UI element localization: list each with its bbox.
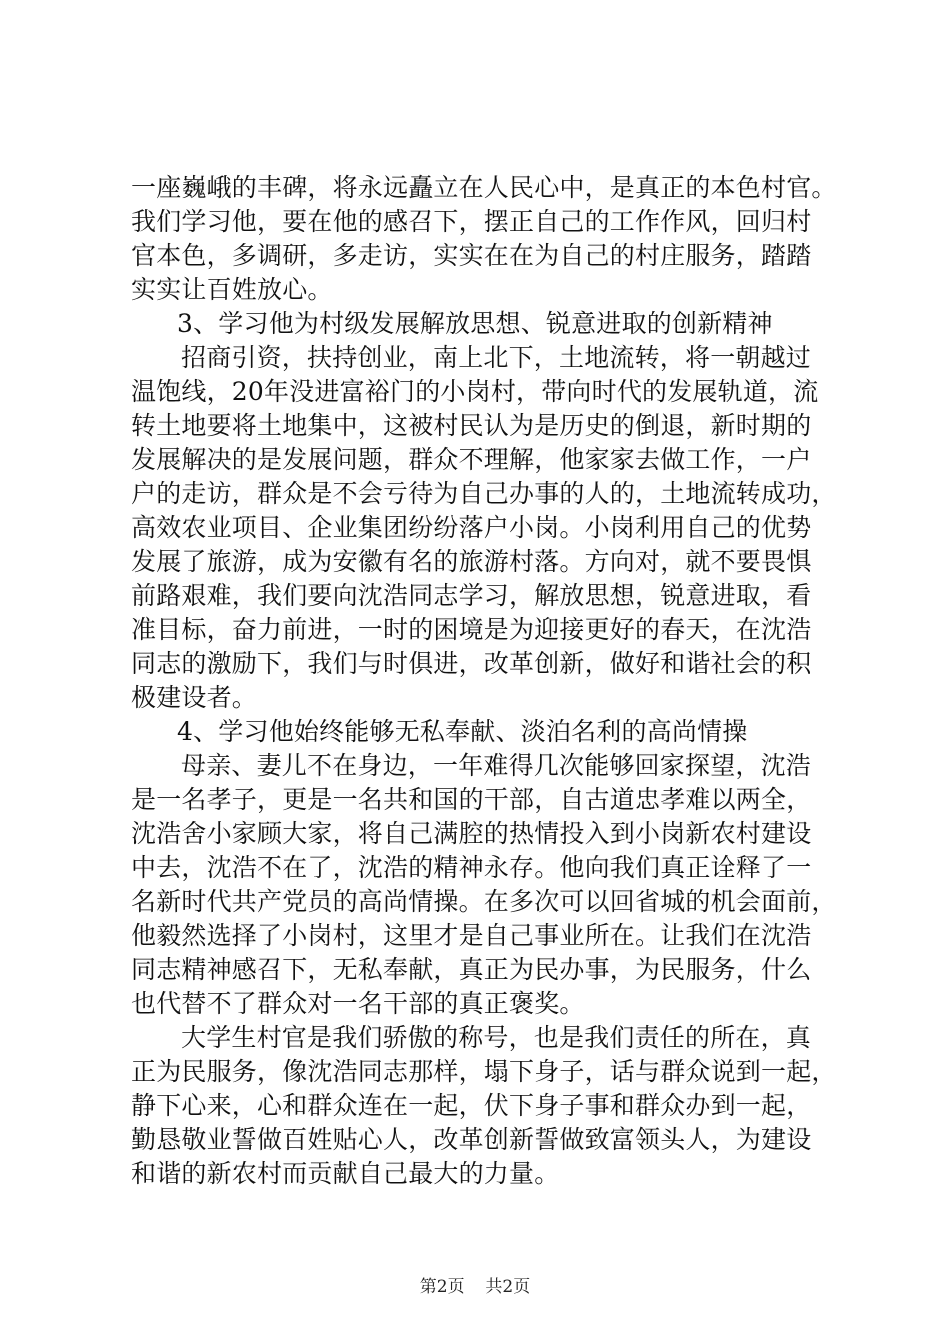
text-line: 实实让百姓放心。 <box>131 275 333 304</box>
text-line: 我们学习他，要在他的感召下，摆正自己的工作作风，回归村 <box>131 207 812 236</box>
page-total: 共2页 <box>485 1277 531 1297</box>
text-line: 沈浩舍小家顾大家，将自己满腔的热情投入到小岗新农村建设 <box>131 819 812 848</box>
text-line: 一座巍峨的丰碑，将永远矗立在人民心中，是真正的本色村官。 <box>131 173 837 202</box>
text-line: 母亲、妻儿不在身边，一年难得几次能够回家探望，沈浩 <box>181 751 812 780</box>
text-line: 和谐的新农村而贡献自己最大的力量。 <box>131 1159 560 1188</box>
text-line: 名新时代共产党员的高尚情操。在多次可以回省城的机会面前， <box>131 887 837 916</box>
page-number: 第2页 <box>419 1277 465 1297</box>
text-line: 静下心来，心和群众连在一起，伏下身子事和群众办到一起， <box>131 1091 812 1120</box>
text-line: 招商引资，扶持创业，南上北下，土地流转，将一朝越过 <box>181 343 812 372</box>
text-line: 是一名孝子，更是一名共和国的干部，自古道忠孝难以两全， <box>131 785 812 814</box>
section-heading: 4、学习他始终能够无私奉献、淡泊名利的高尚情操 <box>177 717 748 746</box>
text-line: 高效农业项目、企业集团纷纷落户小岗。小岗利用自己的优势 <box>131 513 812 542</box>
text-line: 他毅然选择了小岗村，这里才是自己事业所在。让我们在沈浩 <box>131 921 812 950</box>
text-line: 官本色，多调研，多走访，实实在在为自己的村庄服务，踏踏 <box>131 241 812 270</box>
text-line: 同志精神感召下，无私奉献，真正为民办事，为民服务，什么 <box>131 955 812 984</box>
text-line: 勤恳敬业誓做百姓贴心人，改革创新誓做致富领头人，为建设 <box>131 1125 812 1154</box>
text-line: 转土地要将土地集中，这被村民认为是历史的倒退，新时期的 <box>131 411 812 440</box>
text-line: 发展了旅游，成为安徽有名的旅游村落。方向对，就不要畏惧 <box>131 547 812 576</box>
text-line: 前路艰难，我们要向沈浩同志学习，解放思想，锐意进取，看 <box>131 581 812 610</box>
text-line: 中去，沈浩不在了，沈浩的精神永存。他向我们真正诠释了一 <box>131 853 812 882</box>
text-line: 正为民服务，像沈浩同志那样，塌下身子，话与群众说到一起， <box>131 1057 837 1086</box>
page-footer <box>0 1276 950 1298</box>
text-line: 户的走访，群众是不会亏待为自己办事的人的，土地流转成功， <box>131 479 837 508</box>
text-line: 也代替不了群众对一名干部的真正褒奖。 <box>131 989 585 1018</box>
text-line: 发展解决的是发展问题，群众不理解，他家家去做工作，一户 <box>131 445 812 474</box>
text-line: 极建设者。 <box>131 683 258 712</box>
text-line: 准目标，奋力前进，一时的困境是为迎接更好的春天，在沈浩 <box>131 615 812 644</box>
section-heading: 3、学习他为村级发展解放思想、锐意进取的创新精神 <box>177 309 773 338</box>
text-line: 同志的激励下，我们与时俱进，改革创新，做好和谐社会的积 <box>131 649 812 678</box>
text-line: 大学生村官是我们骄傲的称号，也是我们责任的所在，真 <box>181 1023 812 1052</box>
text-line: 温饱线，20年没进富裕门的小岗村，带向时代的发展轨道，流 <box>131 377 819 406</box>
